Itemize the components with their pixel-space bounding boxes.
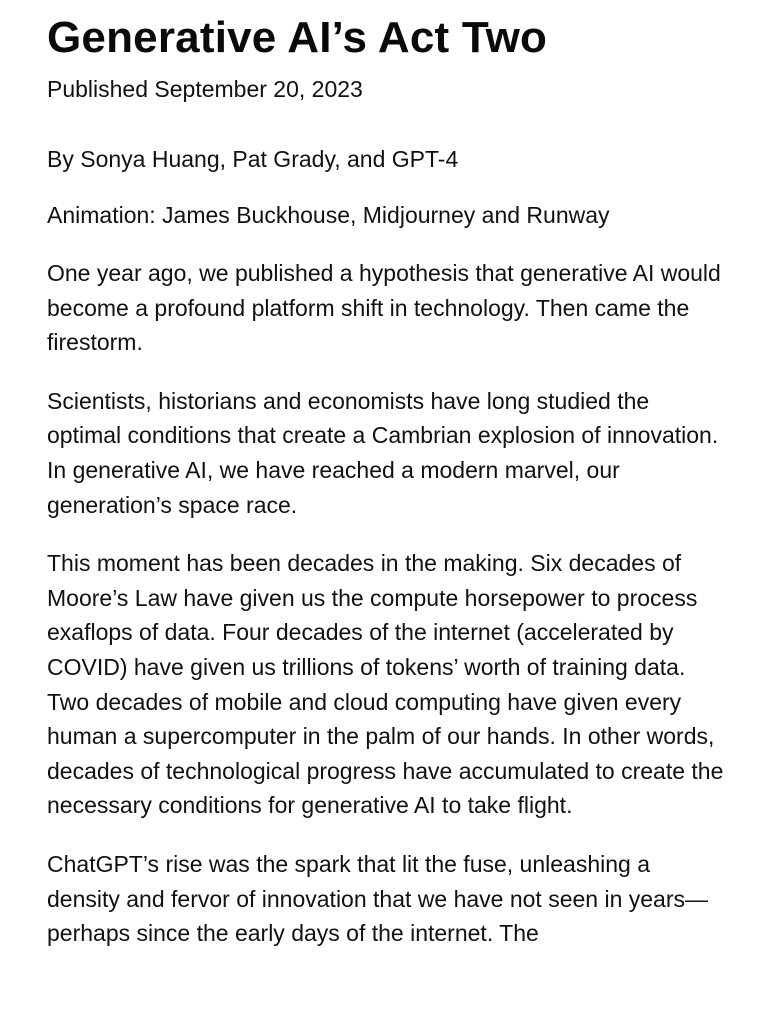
byline: By Sonya Huang, Pat Grady, and GPT-4 bbox=[47, 146, 459, 172]
paragraph-4: ChatGPT’s rise was the spark that lit the fuse, unleashing a density and fervor of innovation that we have not seen in years—perhaps since the early days of the internet. The bbox=[47, 850, 709, 947]
animation-credit: Animation: James Buckhouse, Midjourney and Runway bbox=[47, 202, 610, 228]
article-title: Generative AI’s Act Two bbox=[47, 13, 548, 62]
paragraph-1: One year ago, we published a hypothesis that generative AI would become a profound platform shift in technology. Then came the firestorm. bbox=[47, 260, 721, 356]
paragraph-2: Scientists, historians and economists have long studied the optimal conditions that create a Cambrian explosion of innovation. In generative AI, we have reached a modern marvel, our generation’s space race. bbox=[47, 387, 719, 518]
paragraph-3: This moment has been decades in the making. Six decades of Moore’s Law have given us the compute horsepower to process exaflops of data. Four decades of the internet (accelerated by COVID) have given us trillions of tokens’ worth of training data. Two decades of mobile and cloud computing have given every human a supercomputer in the palm of our hands. In other words, decades of technological progress have accumulated to create the necessary conditions for generative AI to take flight. bbox=[47, 550, 724, 819]
publish-date: Published September 20, 2023 bbox=[47, 76, 363, 102]
